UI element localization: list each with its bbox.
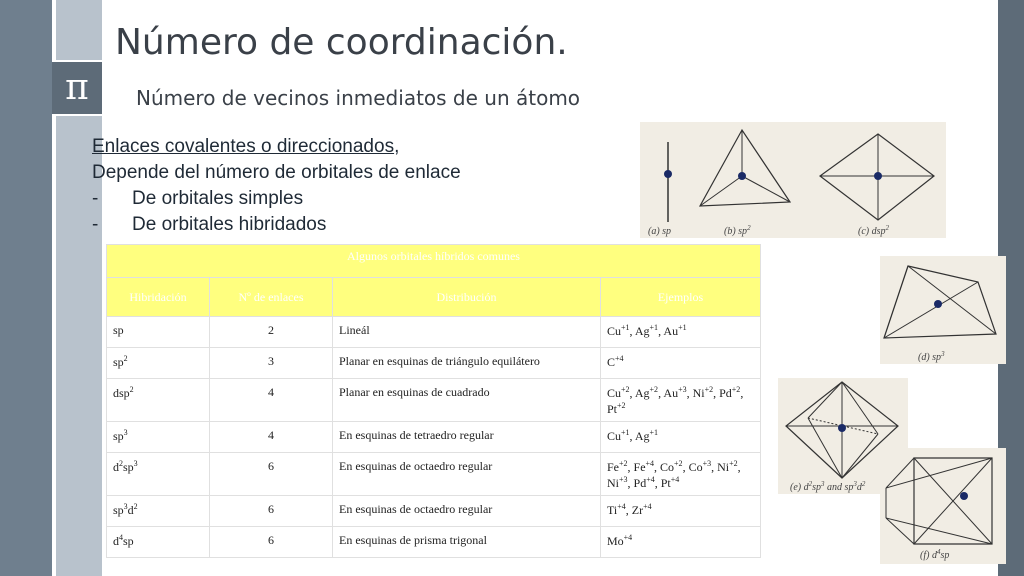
cell-examples: $Ti^{+4}$, $Zr^{+4}$ xyxy=(601,496,761,527)
cell-examples: $Mo^{+4}$ xyxy=(601,527,761,558)
left-band xyxy=(0,0,52,576)
table-row xyxy=(107,453,761,496)
figure-d4sp xyxy=(880,448,1006,564)
figure-sp-sp2-dsp2 xyxy=(640,122,946,238)
body-text xyxy=(92,134,461,238)
header-hybridization: Hibridación xyxy=(107,278,210,317)
header-distribution: Distribución xyxy=(333,278,601,317)
cell-hybridization: $d^4sp$ xyxy=(107,527,210,558)
label-c: (c) dsp$^2$ xyxy=(858,224,889,237)
table-row xyxy=(107,527,761,558)
slide-subtitle: Número de vecinos inmediatos de un átomo xyxy=(136,86,581,110)
cell-hybridization: sp xyxy=(107,317,210,348)
cell-hybridization: $d^2sp^3$ xyxy=(107,453,210,496)
cell-bonds: 4 xyxy=(210,422,333,453)
cell-examples: $C^{+4}$ xyxy=(601,348,761,379)
header-examples: Ejemplos xyxy=(601,278,761,317)
label-b: (b) $sp^2$ xyxy=(724,224,751,237)
cell-hybridization: $sp^3$ xyxy=(107,422,210,453)
bullet-text: De orbitales simples xyxy=(132,188,304,209)
bullet-dash: - xyxy=(92,188,99,209)
table-row xyxy=(107,422,761,453)
label-e: (e) $d^2sp^3$ and $sp^3d^2$ xyxy=(790,480,866,493)
table-row xyxy=(107,317,761,348)
cell-hybridization: $sp^2$ xyxy=(107,348,210,379)
label-d: (d) $sp^3$ xyxy=(918,350,945,363)
cell-examples: $Cu^{+1}$, $Ag^{+1}$ xyxy=(601,422,761,453)
cell-hybridization: dsp$^2$ xyxy=(107,379,210,422)
table-row xyxy=(107,379,761,422)
cell-distribution: Planar en esquinas de cuadrado xyxy=(333,379,601,422)
cell-distribution: En esquinas de octaedro regular xyxy=(333,496,601,527)
label-f: (f) $d^4sp$ xyxy=(920,548,950,561)
cell-distribution: Planar en esquinas de triángulo equilátero xyxy=(333,348,601,379)
pi-icon: π xyxy=(52,60,102,116)
body-line-2: Depende del número de orbitales de enlace xyxy=(92,162,461,183)
cell-bonds: 2 xyxy=(210,317,333,348)
cell-hybridization: $sp^3d^2$ xyxy=(107,496,210,527)
label-a: (a) sp xyxy=(648,226,672,237)
cell-distribution: En esquinas de octaedro regular xyxy=(333,453,601,496)
cell-examples: $Fe^{+2}$, $Fe^{+4}$, $Co^{+2}$, $Co^{+3}$, $Ni^{+2}$, $Ni^{+3}$, $Pd^{+4}$, $Pt^{+4}$ xyxy=(601,453,761,496)
cell-bonds: 6 xyxy=(210,453,333,496)
cell-bonds: 3 xyxy=(210,348,333,379)
body-line-1 xyxy=(92,134,461,160)
bullet-text: De orbitales hibridados xyxy=(132,214,327,235)
bullet-item xyxy=(92,186,461,212)
slide-title: Número de coordinación. xyxy=(115,22,568,63)
covalent-link[interactable]: Enlaces covalentes o direccionados xyxy=(92,136,395,157)
cell-examples: $Cu^{+1}$, $Ag^{+1}$, $Au^{+1}$ xyxy=(601,317,761,348)
cell-distribution: En esquinas de prisma trigonal xyxy=(333,527,601,558)
bullet-item xyxy=(92,212,461,238)
table-row xyxy=(107,348,761,379)
table-row xyxy=(107,496,761,527)
cell-distribution: Lineál xyxy=(333,317,601,348)
cell-bonds: 6 xyxy=(210,527,333,558)
figure-sp3 xyxy=(880,256,1006,364)
header-bonds: Nº de enlaces xyxy=(210,278,333,317)
hybrid-orbitals-table xyxy=(106,244,761,558)
cell-bonds: 6 xyxy=(210,496,333,527)
table-caption: Algunos orbitales híbridos comunes xyxy=(107,245,761,278)
cell-examples: $Cu^{+2}$, $Ag^{+2}$, $Au^{+3}$, $Ni^{+2}$, $Pd^{+2}$, $Pt^{+2}$ xyxy=(601,379,761,422)
comma: , xyxy=(394,136,400,157)
bullet-dash: - xyxy=(92,214,99,235)
cell-bonds: 4 xyxy=(210,379,333,422)
cell-distribution: En esquinas de tetraedro regular xyxy=(333,422,601,453)
